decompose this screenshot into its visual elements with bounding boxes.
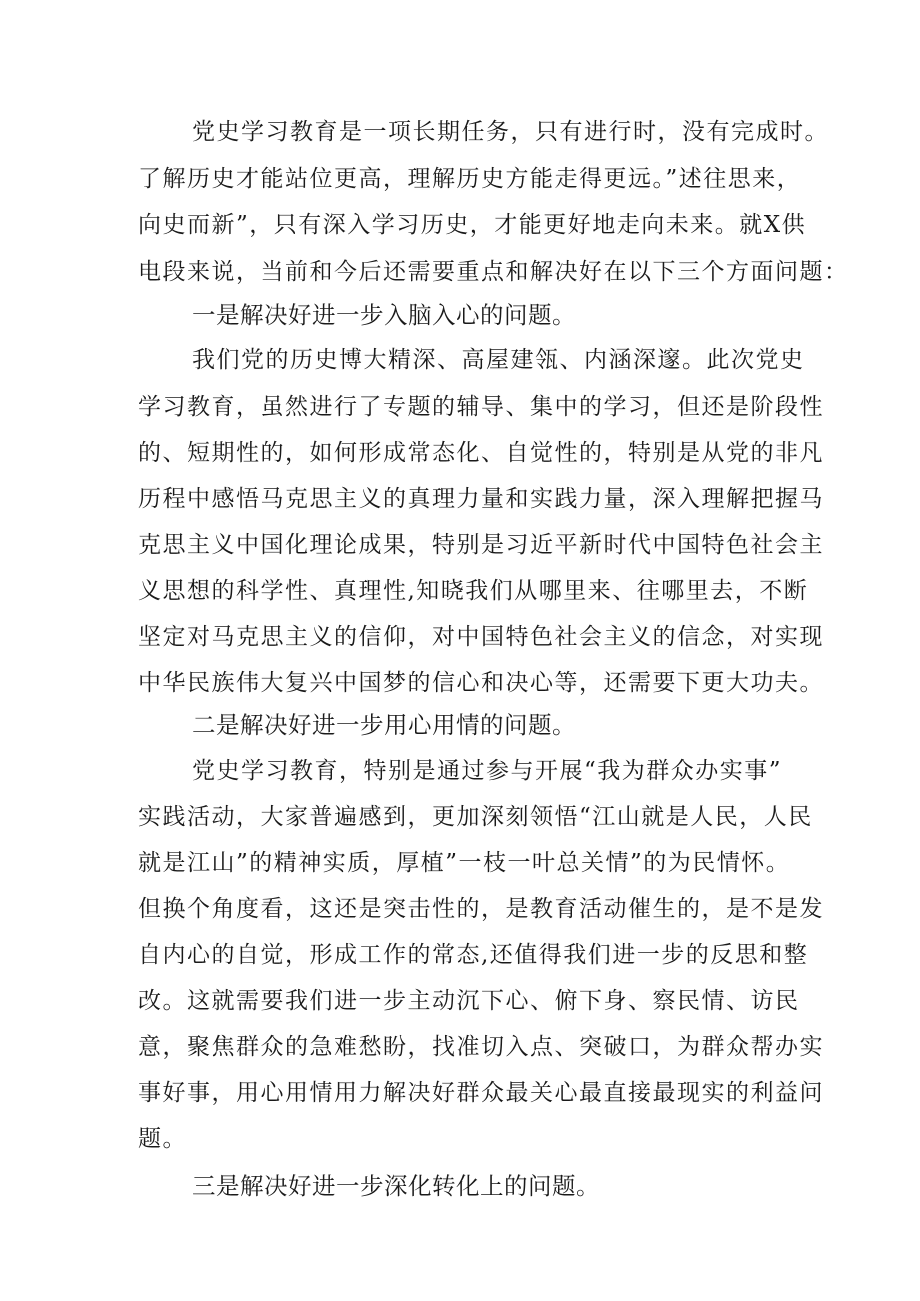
section-1-line-7: 坚定对马克思主义的信仰，对中国特色社会主义的信念，对实现 (138, 624, 824, 650)
section-heading-1: 一是解决好进一步入脑入心的问题。 (192, 301, 576, 329)
intro-line-1: 党史学习教育是一项长期任务，只有进行时，没有完成时。 (192, 119, 829, 145)
section-1-line-4: 历程中感悟马克思主义的真理力量和实践力量，深入理解把握马 (138, 486, 824, 512)
section-2-line-1: 党史学习教育，特别是通过参与开展“我为群众办实事” (192, 758, 783, 784)
section-2-line-7: 意，聚焦群众的急难愁盼，找准切入点、突破口，为群众帮办实 (138, 1034, 824, 1060)
section-2-line-9: 题。 (138, 1126, 187, 1152)
section-1-line-8: 中华民族伟大复兴中国梦的信心和决心等，还需要下更大功夫。 (138, 670, 824, 696)
section-1-line-1: 我们党的历史博大精深、高屋建瓴、内涵深邃。此次党史 (192, 347, 805, 373)
intro-line-4: 电段来说，当前和今后还需要重点和解决好在以下三个方面问题： (138, 259, 849, 285)
section-2-line-4: 但换个角度看，这还是突击性的，是教育活动催生的，是不是发 (138, 896, 824, 922)
section-2-line-8: 事好事，用心用情用力解决好群众最关心最直接最现实的利益问 (138, 1080, 824, 1106)
section-2-line-3: 就是江山”的精神实质，厚植”一枝一叶总关情”的为民情怀。 (138, 850, 791, 876)
section-1-line-3: 的、短期性的，如何形成常态化、自觉性的，特别是从党的非凡 (138, 440, 824, 466)
intro-line-2: 了解历史才能站位更高，理解历史方能走得更远。”述往思来， (138, 166, 802, 192)
section-2-line-5: 自内心的自觉，形成工作的常态,还值得我们进一步的反思和整 (138, 942, 809, 968)
section-2-line-2: 实践活动，大家普遍感到，更加深刻领悟“江山就是人民，人民 (138, 804, 813, 830)
section-1-line-5: 克思主义中国化理论成果，特别是习近平新时代中国特色社会主 (138, 532, 824, 558)
section-heading-2: 二是解决好进一步用心用情的问题。 (192, 711, 576, 739)
section-1-line-6: 义思想的科学性、真理性,知晓我们从哪里来、往哪里去，不断 (138, 578, 809, 604)
section-1-line-2: 学习教育，虽然进行了专题的辅导、集中的学习，但还是阶段性 (138, 394, 824, 420)
section-heading-3: 三是解决好进一步深化转化上的问题。 (192, 1172, 600, 1200)
section-2-line-6: 改。这就需要我们进一步主动沉下心、俯下身、察民情、访民 (138, 988, 800, 1014)
intro-line-3: 向史而新”，只有深入学习历史，才能更好地走向未来。就X供 (138, 212, 807, 238)
